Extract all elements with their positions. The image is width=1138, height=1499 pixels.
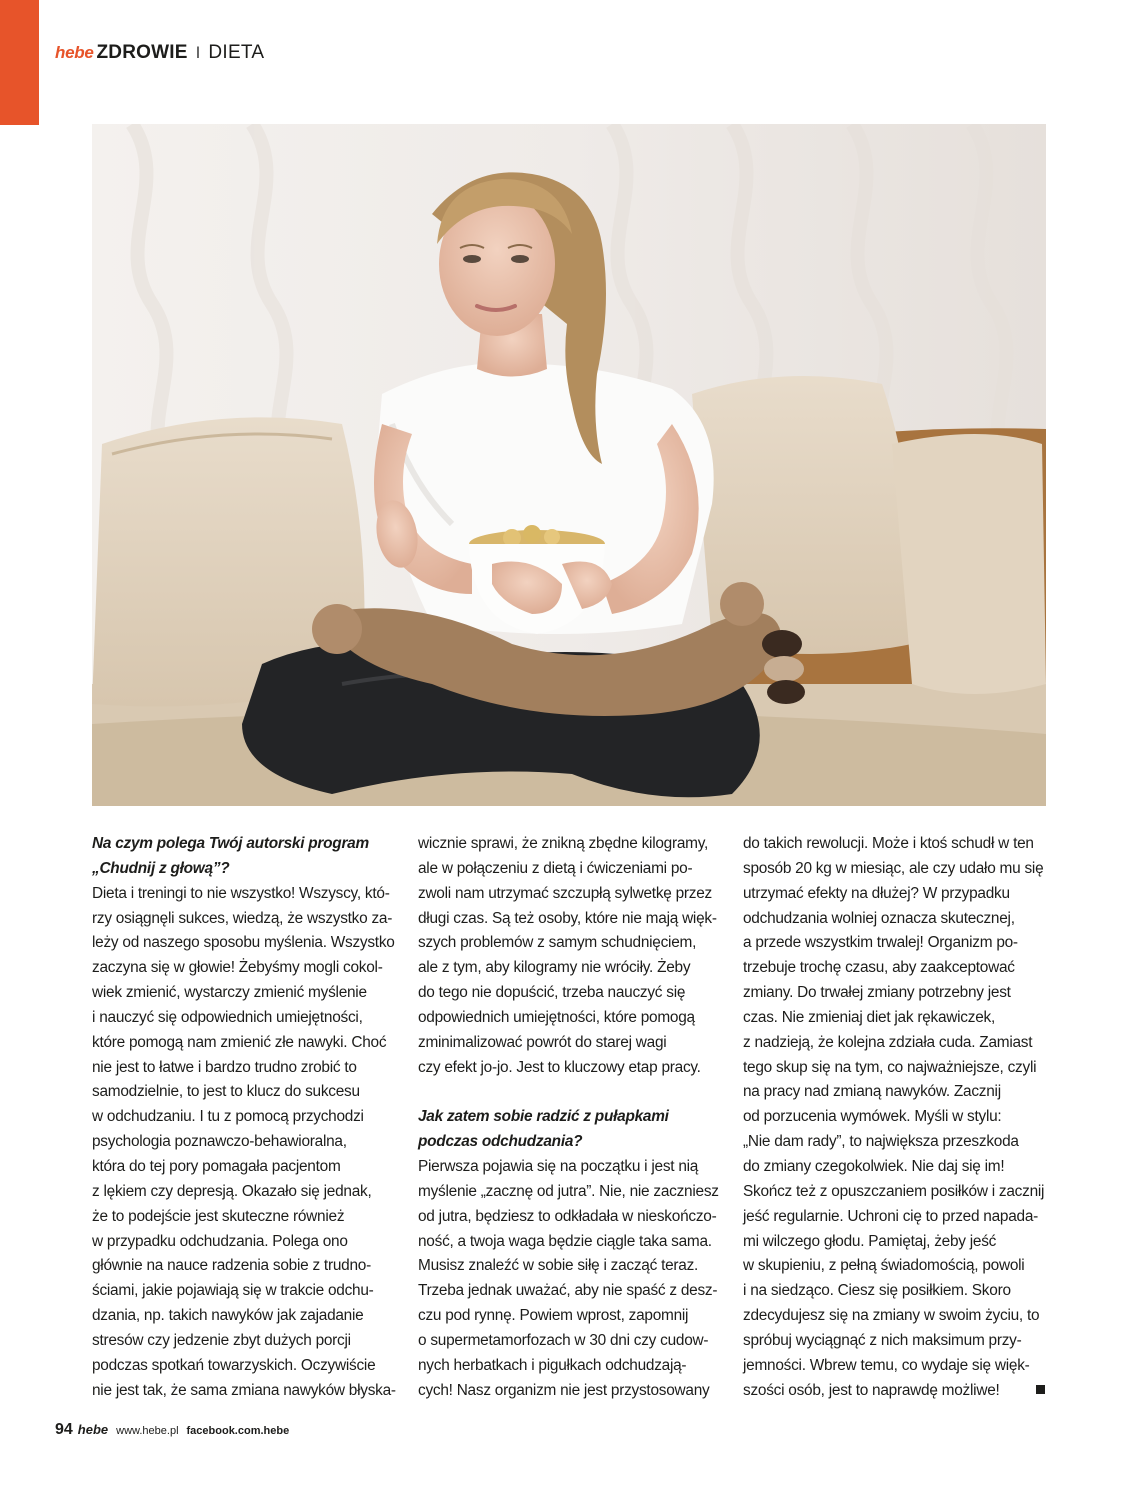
line-text: jeść regularnie. Uchroni cię to przed napada-	[743, 1207, 1039, 1225]
article-text-line	[743, 956, 1048, 981]
article-subheading-line	[418, 1105, 728, 1130]
article-text-line	[418, 1379, 728, 1404]
article-text-line	[743, 1205, 1048, 1230]
article-text-line	[743, 1304, 1048, 1329]
article-text-line	[92, 1056, 397, 1081]
article-text-line	[743, 1329, 1048, 1354]
line-text: odpowiednich umiejętności, które pomogą	[418, 1008, 695, 1026]
article-text-line	[92, 1105, 397, 1130]
article-text-line	[418, 1006, 728, 1031]
article-text-line	[418, 1304, 728, 1329]
line-text: cych! Nasz organizm nie jest przystosowany	[418, 1381, 710, 1399]
line-text: wiek zmienić, wystarczy zmienić myślenie	[92, 984, 367, 1002]
article-text-line	[92, 1006, 397, 1031]
article-text-line	[418, 832, 728, 857]
article-text-line	[92, 1329, 397, 1354]
article-text-line	[92, 1379, 397, 1404]
line-text: że to podejście jest skuteczne również	[92, 1207, 345, 1225]
line-text: od jutra, będziesz to odkładała w nieskończo-	[418, 1207, 717, 1225]
article-photo	[92, 124, 1046, 806]
line-text: do takich rewolucji. Może i ktoś schudł w ten	[743, 835, 1034, 852]
footer-facebook-link[interactable]: facebook.com.hebe	[186, 1425, 290, 1437]
page-number: 94	[55, 1421, 73, 1438]
article-subheading-line	[92, 832, 397, 857]
article-text-line	[92, 1254, 397, 1279]
line-text: zdecydujesz się na zmiany w swoim życiu, to	[743, 1307, 1040, 1325]
line-text: czas. Nie zmieniaj diet jak rękawiczek,	[743, 1008, 995, 1026]
footer-website-link[interactable]: www.hebe.pl	[116, 1425, 179, 1437]
article-text-line	[743, 1031, 1048, 1056]
line-text: w przypadku odchudzania. Polega ono	[92, 1232, 348, 1250]
article-text-line	[92, 1031, 397, 1056]
article-column-3	[743, 832, 1048, 1403]
article-text-line	[418, 1254, 728, 1279]
article-text-line	[92, 1155, 397, 1180]
end-of-article-mark	[1036, 1385, 1045, 1394]
line-text: od porzucenia wymówek. Myśli w stylu:	[743, 1108, 1002, 1126]
line-text: mi wilczego głodu. Pamiętaj, żeby jeść	[743, 1232, 997, 1250]
article-text-line	[418, 1354, 728, 1379]
article-text-line	[418, 1180, 728, 1205]
line-text: Na czym polega Twój autorski program	[92, 835, 369, 852]
paragraph-gap	[418, 1080, 728, 1105]
page-header	[55, 42, 264, 70]
line-text: Pierwsza pojawia się na początku i jest nią	[418, 1157, 699, 1175]
article-text-line	[743, 1379, 1048, 1404]
article-text-line	[92, 1080, 397, 1105]
subsection-title: DIETA	[208, 42, 265, 63]
article-text-line	[92, 882, 397, 907]
article-text-line	[743, 1080, 1048, 1105]
line-text: tego skup się na tym, co najważniejsze, czyli	[743, 1058, 1037, 1076]
article-text-line	[418, 1205, 728, 1230]
article-text-line	[743, 1279, 1048, 1304]
article-column-2	[418, 832, 728, 1403]
line-text: zwoli nam utrzymać szczupłą sylwetkę przez	[418, 884, 712, 902]
line-text: w skupieniu, z pełną świadomością, powoli	[743, 1257, 1025, 1275]
section-title: ZDROWIE	[96, 42, 188, 63]
article-text-line	[418, 931, 728, 956]
page-footer	[55, 1421, 289, 1439]
line-text: i na siedząco. Ciesz się posiłkiem. Skoro	[743, 1282, 1011, 1300]
line-text: podczas odchudzania?	[418, 1133, 583, 1151]
article-text-line	[743, 882, 1048, 907]
line-text: długi czas. Są też osoby, które nie mają więk-	[418, 909, 717, 927]
line-text: a przede wszystkim trwalej! Organizm po-	[743, 934, 1018, 952]
line-text: spróbuj wyciągnąć z nich maksimum przy-	[743, 1331, 1022, 1349]
line-text: ność, a twoja waga będzie ciągle taka sama.	[418, 1232, 712, 1250]
article-text-line	[743, 981, 1048, 1006]
line-text: nie jest tak, że sama zmiana nawyków błyska-	[92, 1381, 396, 1399]
line-text: sposób 20 kg w miesiąc, ale czy udało mu się	[743, 859, 1044, 877]
line-text: podczas spotkań towarzyskich. Oczywiście	[92, 1356, 376, 1374]
line-text: głównie na nauce radzenia sobie z trudno-	[92, 1257, 371, 1275]
article-text-line	[743, 857, 1048, 882]
article-subheading-line	[92, 857, 397, 882]
line-text: psychologia poznawczo-behawioralna,	[92, 1133, 347, 1151]
line-text: „Chudnij z głową”?	[92, 859, 230, 877]
article-text-line	[743, 1230, 1048, 1255]
article-text-line	[743, 1056, 1048, 1081]
line-text: dzania, np. takich nawyków jak zajadanie	[92, 1307, 364, 1325]
line-text: leży od naszego sposobu myślenia. Wszystko	[92, 934, 395, 952]
article-text-line	[92, 1279, 397, 1304]
line-text: czy efekt jo-jo. Jest to kluczowy etap pracy.	[418, 1058, 701, 1076]
line-text: samodzielnie, to jest to klucz do sukcesu	[92, 1083, 360, 1101]
article-text-line	[418, 882, 728, 907]
line-text: Dieta i treningi to nie wszystko! Wszyscy, któ-	[92, 884, 390, 902]
line-text: wicznie sprawi, że znikną zbędne kilogramy,	[418, 835, 709, 852]
line-text: do tego nie dopuścić, trzeba nauczyć się	[418, 984, 686, 1002]
article-text-line	[418, 1056, 728, 1081]
line-text: odchudzania wolniej oznacza skutecznej,	[743, 909, 1015, 927]
line-text: na pracy nad zmianą nawyków. Zacznij	[743, 1083, 1001, 1101]
line-text: „Nie dam rady”, to największa przeszkoda	[743, 1133, 1019, 1151]
article-text-line	[92, 956, 397, 981]
article-text-line	[418, 1155, 728, 1180]
line-text: stresów czy jedzenie zbyt dużych porcji	[92, 1331, 351, 1349]
line-text: trzebuje trochę czasu, aby zaakceptować	[743, 959, 1015, 977]
article-text-line	[418, 981, 728, 1006]
line-text: czu pod rynnę. Powiem wprost, zapomnij	[418, 1307, 689, 1325]
line-text: Trzeba jednak uważać, aby nie spaść z desz-	[418, 1282, 718, 1300]
line-text: z nadzieją, że kolejna zdziała cuda. Zamiast	[743, 1033, 1033, 1051]
article-text-line	[418, 1279, 728, 1304]
article-text-line	[743, 1180, 1048, 1205]
article-text-line	[743, 1105, 1048, 1130]
article-text-line	[92, 981, 397, 1006]
line-text: Musisz znaleźć w sobie siłę i zacząć teraz.	[418, 1257, 699, 1275]
article-text-line	[743, 832, 1048, 857]
line-text: ściami, jakie pojawiają się w trakcie odchu-	[92, 1282, 374, 1300]
line-text: w odchudzaniu. I tu z pomocą przychodzi	[92, 1108, 364, 1126]
line-text: szych problemów z samym schudnięciem,	[418, 934, 697, 952]
article-text-line	[418, 1230, 728, 1255]
line-text: myślenie „zacznę od jutra”. Nie, nie zaczniesz	[418, 1182, 719, 1200]
line-text: ale w połączeniu z dietą i ćwiczeniami po-	[418, 859, 693, 877]
line-text: i nauczyć się odpowiednich umiejętności,	[92, 1008, 363, 1026]
line-text: z lękiem czy depresją. Okazało się jednak,	[92, 1182, 372, 1200]
article-text-line	[418, 1329, 728, 1354]
article-text-line	[743, 1155, 1048, 1180]
article-column-1	[92, 832, 397, 1403]
article-text-line	[743, 931, 1048, 956]
article-text-line	[92, 931, 397, 956]
footer-brand: hebe	[77, 1422, 109, 1437]
line-text: szości osób, jest to naprawdę możliwe!	[743, 1381, 1000, 1399]
article-text-line	[418, 956, 728, 981]
line-text: o supermetamorfozach w 30 dni czy cudow-	[418, 1331, 709, 1349]
article-text-line	[92, 1304, 397, 1329]
line-text: ale z tym, aby kilogramy nie wróciły. Żeby	[418, 959, 691, 977]
line-text: zaczyna się w głowie! Żebyśmy mogli cokol-	[92, 959, 383, 977]
article-text-line	[418, 857, 728, 882]
line-text: Jak zatem sobie radzić z pułapkami	[418, 1108, 669, 1126]
line-text: nie jest to łatwe i bardzo trudno zrobić to	[92, 1058, 357, 1076]
line-text: zminimalizować powrót do starej wagi	[418, 1033, 667, 1051]
article-text-line	[92, 1205, 397, 1230]
article-text-line	[418, 907, 728, 932]
brand-logo: hebe	[55, 43, 94, 62]
line-text: która do tej pory pomagała pacjentom	[92, 1157, 341, 1175]
article-text-line	[743, 1130, 1048, 1155]
line-text: do zmiany czegokolwiek. Nie daj się im!	[743, 1157, 1005, 1175]
article-text-line	[743, 1354, 1048, 1379]
line-text: utrzymać efekty na dłużej? W przypadku	[743, 884, 1010, 902]
line-text: rzy osiągnęli sukces, wiedzą, że wszystko za-	[92, 909, 393, 927]
article-text-line	[92, 1230, 397, 1255]
article-text-line	[743, 907, 1048, 932]
line-text: nych herbatkach i pigułkach odchudzają-	[418, 1356, 687, 1374]
article-text-line	[92, 907, 397, 932]
line-text: jemności. Wbrew temu, co wydaje się więk-	[743, 1356, 1030, 1374]
accent-bar	[0, 0, 39, 125]
article-text-line	[743, 1254, 1048, 1279]
line-text: zmiany. Do trwałej zmiany potrzebny jest	[743, 984, 1011, 1002]
line-text: Skończ też z opuszczaniem posiłków i zacznij	[743, 1182, 1045, 1200]
article-text-line	[92, 1354, 397, 1379]
article-text-line	[743, 1006, 1048, 1031]
article-subheading-line	[418, 1130, 728, 1155]
article-text-line	[418, 1031, 728, 1056]
header-separator: I	[195, 43, 201, 62]
article-text-line	[92, 1130, 397, 1155]
article-text-line	[92, 1180, 397, 1205]
line-text: które pomogą nam zmienić złe nawyki. Choć	[92, 1033, 387, 1051]
